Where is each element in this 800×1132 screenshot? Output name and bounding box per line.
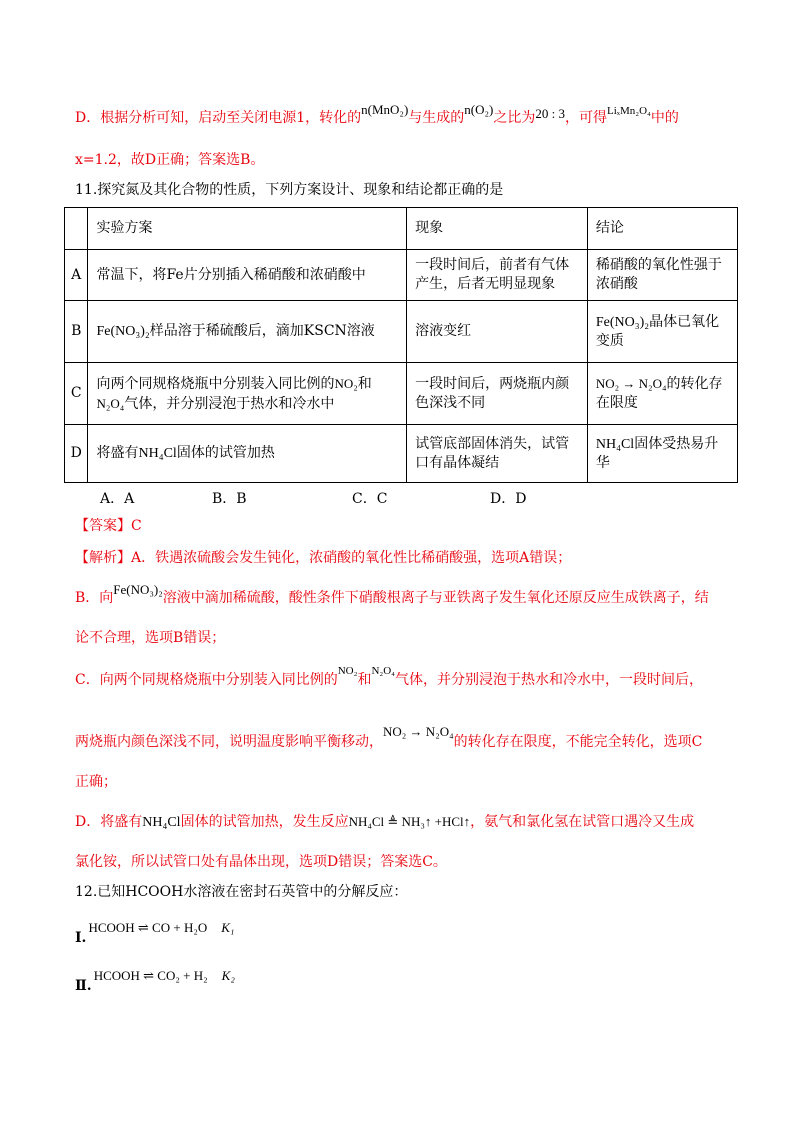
text-segment: 固体受热易升华 (595, 435, 719, 471)
analysis-a: 【解析】A．铁遇浓硫酸会发生钝化，浓硝酸的氧化性比稀硝酸强，选项A错误； (75, 550, 572, 566)
text-segment: 固体的试管加热 (176, 445, 275, 461)
row-label: A (65, 250, 88, 301)
row-label: C (65, 363, 88, 425)
header-conclusion: 结论 (587, 208, 737, 250)
text-segment: ，氨气和氯化氢在试管口遇冷又生成 (470, 814, 695, 830)
reaction-2-label: Ⅱ. (75, 978, 92, 994)
row-conclusion (587, 425, 737, 483)
header-plan: 实验方案 (88, 208, 407, 250)
row-conclusion (587, 301, 737, 363)
question-11-answer: 【答案】C (75, 518, 142, 534)
text-segment: 样品溶于稀硫酸后，滴加KSCN溶液 (149, 323, 375, 339)
table-row-c (65, 363, 738, 425)
math-no2: NO₂ (334, 375, 358, 391)
table-cell (65, 208, 88, 250)
math-n2o4: N₂O₄ (371, 665, 396, 677)
row-plan (88, 425, 407, 483)
table-row-b (65, 301, 738, 363)
text-segment: 的转化存在限度，不能完全转化，选项C (453, 734, 703, 750)
text-segment: 气体，并分别浸泡于热水和冷水中 (124, 395, 335, 412)
reaction-2 (75, 966, 235, 994)
text-segment: 与生成的 (408, 110, 465, 126)
reaction-1-label: Ⅰ. (75, 930, 87, 946)
text-segment: ，可得 (565, 110, 607, 126)
row-conclusion (587, 363, 737, 425)
text-segment: 和 (357, 672, 372, 688)
text-segment: 之比为 (493, 110, 536, 126)
row-plan (88, 301, 407, 363)
analysis-c-line3: 正确； (75, 774, 117, 790)
choice-a[interactable]: A．A (100, 491, 135, 507)
row-phenomenon: 试管底部固体消失，试管口有晶体凝结 (407, 425, 588, 483)
text-segment: 气体，并分别浸泡于热水和冷水中，一段时间后， (395, 672, 704, 688)
row-label: B (65, 301, 88, 363)
reaction-2-k: K₂ (221, 968, 235, 983)
math-n2o4: N₂O₄ (96, 395, 125, 411)
text-segment: 晶体已氧化变质 (595, 313, 720, 349)
math-nh4cl: NH₄Cl (142, 815, 181, 830)
math-no2-to-n2o4: NO₂ → N₂O₄ (383, 724, 454, 739)
math-no2: NO₂ (337, 665, 358, 677)
table-row-a (65, 250, 738, 301)
math-formula: LiₓMn₂O₄ (607, 105, 651, 117)
table-header-row (65, 208, 738, 250)
math-fe-no3-2: Fe(NO₃)₂ (595, 314, 650, 330)
math-nh4cl: NH₄Cl (595, 436, 635, 452)
row-phenomenon: 溶液变红 (407, 301, 588, 363)
prev-analysis-d-line2: x=1.2，故D正确；答案选B。 (75, 152, 265, 168)
row-plan (88, 363, 407, 425)
analysis-c-line2 (75, 724, 703, 752)
text-segment: 的转化存在限度 (595, 376, 723, 411)
math-fe-no3-2: Fe(NO₃)₂ (96, 324, 150, 339)
analysis-d-line1 (75, 812, 694, 833)
reaction-1-k: K₁ (221, 920, 235, 935)
math-fe-no3-2: Fe(NO₃)₂ (113, 582, 163, 597)
math-ratio: 20 : 3 (535, 106, 565, 121)
choice-b[interactable]: B．B (212, 491, 247, 507)
math-nh4cl: NH₄Cl (138, 446, 177, 461)
analysis-c-line1 (75, 665, 704, 691)
question-11-table (64, 207, 738, 483)
prev-analysis-d-line1 (75, 102, 679, 129)
row-conclusion: 稀硝酸的氧化性强于浓硝酸 (587, 250, 737, 301)
text-segment: 两烧瓶内颜色深浅不同，说明温度影响平衡移动， (75, 734, 383, 750)
text-segment: 和 (357, 375, 372, 392)
question-12-stem: 12.已知HCOOH水溶液在密封石英管中的分解反应： (75, 884, 408, 900)
text-segment: C．向两个同规格烧瓶中分别装入同比例的 (75, 672, 338, 688)
math-n-mno2: n(MnO₂) (361, 102, 409, 117)
text-segment: 溶液中滴加稀硫酸，酸性条件下硝酸根离子与亚铁离子发生氧化还原反应生成铁离子，结 (162, 590, 709, 606)
text-segment: 固体的试管加热，发生反应 (180, 814, 349, 830)
reaction-1 (75, 918, 235, 946)
choice-d[interactable]: D．D (490, 491, 527, 507)
math-reaction: NH₄Cl ≜ NH₃↑ +HCl↑ (348, 814, 471, 829)
table-row-d (65, 425, 738, 483)
analysis-b-line1 (75, 582, 709, 608)
row-phenomenon: 一段时间后，两烧瓶内颜色深浅不同 (407, 363, 588, 425)
row-plan: 常温下，将Fe片分别插入稀硝酸和浓硝酸中 (88, 250, 407, 301)
math-n-o2: n(O₂) (464, 102, 494, 117)
row-label: D (65, 425, 88, 483)
text-segment: 中的 (650, 110, 679, 126)
text-segment: 将盛有 (96, 445, 139, 461)
reaction-2-equation: HCOOH ⇌ CO₂ + H₂ (93, 968, 208, 983)
analysis-d-line2: 氯化铵，所以试管口处有晶体出现，选项D错误；答案选C。 (75, 854, 447, 870)
question-11-stem: 11.探究氮及其化合物的性质，下列方案设计、现象和结论都正确的是 (75, 182, 504, 198)
text-segment: B．向 (75, 590, 114, 606)
math-no2-to-n2o4: NO₂ → N₂O₄ (595, 376, 667, 391)
text-segment: D．将盛有 (75, 814, 143, 830)
text-segment: D．根据分析可知，启动至关闭电源1，转化的 (75, 110, 362, 126)
row-phenomenon: 一段时间后，前者有气体产生，后者无明显现象 (407, 250, 588, 301)
header-phenomenon: 现象 (407, 208, 588, 250)
text-segment: 向两个同规格烧瓶中分别装入同比例的 (96, 375, 335, 392)
analysis-b-line2: 论不合理，选项B错误； (75, 630, 226, 646)
reaction-1-equation: HCOOH ⇌ CO + H₂O (88, 920, 208, 935)
choice-c[interactable]: C．C (352, 491, 388, 507)
